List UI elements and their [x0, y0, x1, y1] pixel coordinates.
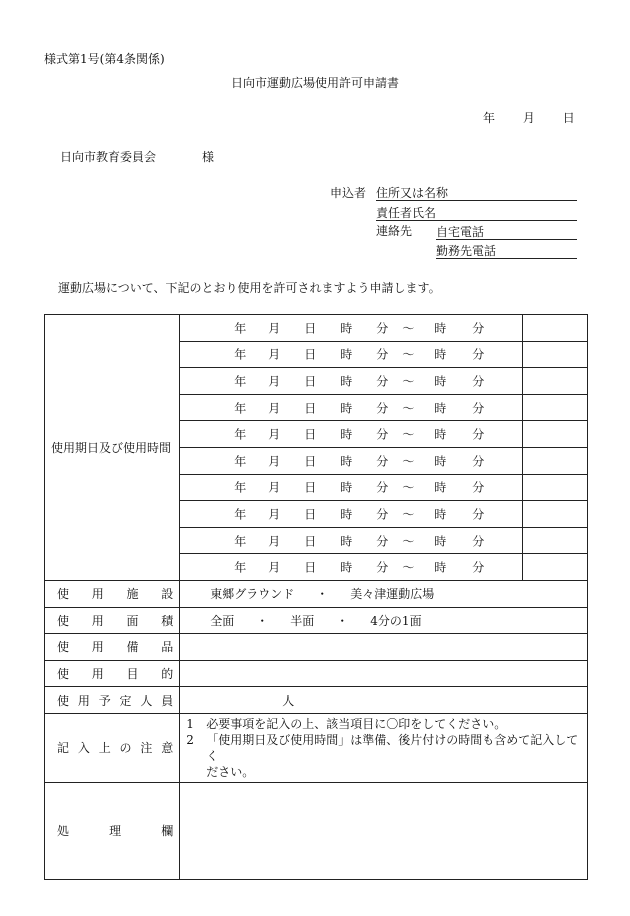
schedule-unit-label: 時 [434, 560, 447, 575]
label-char: 入 [77, 741, 90, 756]
label-char: 面 [126, 613, 139, 628]
schedule-time-field[interactable] [180, 527, 523, 554]
schedule-unit-label: 年 [234, 321, 247, 336]
schedule-unit-label: 分 [376, 480, 389, 495]
persons-unit: 人 [282, 693, 295, 708]
schedule-unit-label: 年 [234, 427, 247, 442]
schedule-unit-label: 分 [472, 427, 485, 442]
date-day-label: 日 [562, 111, 575, 125]
equipment-label-cell [45, 634, 180, 661]
processing-label-cell [45, 782, 180, 879]
purpose-row [45, 660, 588, 687]
label-char: 意 [161, 741, 174, 756]
notes-label [51, 739, 179, 756]
applicant-label: 申込者 [330, 186, 367, 200]
schedule-unit-label: 時 [434, 454, 447, 469]
label-char: 目 [126, 667, 139, 682]
schedule-unit-label: 年 [234, 401, 247, 416]
equipment-field[interactable] [180, 634, 588, 661]
facility-label-cell [45, 580, 180, 607]
note-number: 2 [186, 732, 194, 747]
persons-field[interactable] [180, 687, 588, 714]
schedule-time-field[interactable] [180, 474, 523, 501]
label-char: 使 [57, 667, 70, 682]
recipient-name: 日向市教育委員会 [60, 150, 157, 164]
label-char: 定 [119, 693, 132, 708]
document-title: 日向市運動広場使用許可申請書 [230, 76, 399, 90]
recipient [60, 148, 214, 165]
schedule-unit-label: 分 [376, 347, 389, 362]
schedule-unit-label: 分 [472, 321, 485, 336]
schedule-unit-label: 年 [234, 374, 247, 389]
honorific: 様 [202, 150, 215, 164]
schedule-unit-label: 分 [376, 560, 389, 575]
schedule-unit-label: 日 [304, 534, 317, 549]
schedule-note-field[interactable] [522, 421, 587, 448]
area-option-full[interactable]: 全面 [210, 613, 235, 628]
schedule-unit-label: 日 [304, 374, 317, 389]
schedule-time-field[interactable] [180, 394, 523, 421]
schedule-unit-label: 分 [376, 454, 389, 469]
schedule-unit-label: 分 [472, 507, 485, 522]
facility-option-togo[interactable]: 東郷グラウンド [210, 587, 295, 602]
schedule-unit-label: ～ [402, 401, 415, 416]
schedule-unit-label: 分 [376, 427, 389, 442]
processing-field [180, 782, 588, 879]
schedule-unit-label: 時 [434, 401, 447, 416]
notes-label-cell [45, 713, 180, 782]
label-char: 用 [91, 587, 104, 602]
schedule-unit-label: 月 [268, 560, 281, 575]
schedule-unit-label: 分 [472, 454, 485, 469]
label-char: 品 [161, 640, 174, 655]
address-field[interactable] [376, 183, 577, 201]
schedule-unit-label: 時 [340, 507, 353, 522]
label-char: 備 [126, 640, 139, 655]
schedule-unit-label: 時 [340, 374, 353, 389]
address-label: 住所又は名称 [376, 186, 449, 200]
schedule-unit-label: 分 [376, 374, 389, 389]
schedule-unit-label: 時 [340, 534, 353, 549]
schedule-unit-label: 時 [340, 454, 353, 469]
schedule-unit-label: 分 [472, 374, 485, 389]
facility-row [45, 580, 588, 607]
schedule-unit-label: 年 [234, 534, 247, 549]
schedule-unit-label: 月 [268, 374, 281, 389]
schedule-unit-label: 月 [268, 480, 281, 495]
work-phone-label: 勤務先電話 [436, 244, 497, 258]
application-table [44, 314, 588, 880]
notes-content [180, 713, 588, 782]
schedule-unit-label: ～ [402, 321, 415, 336]
schedule-unit-label: 年 [234, 560, 247, 575]
form-number: 様式第1号(第4条関係) [44, 52, 165, 66]
schedule-unit-label: ～ [402, 534, 415, 549]
schedule-time-field[interactable] [180, 315, 523, 342]
schedule-time-field[interactable] [180, 341, 523, 368]
schedule-unit-label: 時 [340, 560, 353, 575]
date-line [483, 109, 599, 126]
schedule-unit-label: 時 [434, 427, 447, 442]
label-char: 上 [98, 741, 111, 756]
area-separator: ・ [336, 613, 349, 628]
schedule-unit-label: 日 [304, 347, 317, 362]
schedule-unit-label: 分 [376, 507, 389, 522]
purpose-label-cell [45, 660, 180, 687]
schedule-unit-label: 時 [434, 480, 447, 495]
schedule-unit-label: 月 [268, 507, 281, 522]
schedule-unit-label: 月 [268, 534, 281, 549]
label-char: 使 [57, 587, 70, 602]
label-char: 予 [98, 693, 111, 708]
facility-options[interactable] [180, 580, 588, 607]
area-option-half[interactable]: 半面 [290, 613, 315, 628]
facility-option-mimitsu[interactable]: 美々津運動広場 [350, 587, 435, 602]
schedule-unit-label: 時 [434, 534, 447, 549]
schedule-unit-label: 日 [304, 321, 317, 336]
schedule-unit-label: 年 [234, 480, 247, 495]
processing-row [45, 782, 588, 879]
schedule-unit-label: 月 [268, 347, 281, 362]
label-char: 用 [77, 693, 90, 708]
schedule-unit-label: 分 [472, 560, 485, 575]
label-char: 処 [57, 824, 70, 839]
schedule-unit-label: 年 [234, 454, 247, 469]
note-item [186, 764, 581, 780]
schedule-note-field[interactable] [522, 341, 587, 368]
contact-label: 連絡先 [376, 224, 413, 238]
schedule-unit-label: 年 [234, 507, 247, 522]
label-char: 欄 [161, 824, 174, 839]
schedule-note-field[interactable] [522, 474, 587, 501]
area-option-quarter[interactable]: 4分の1面 [370, 613, 422, 628]
responsible-name-label: 責任者氏名 [376, 206, 437, 220]
schedule-unit-label: 日 [304, 560, 317, 575]
schedule-unit-label: 時 [340, 321, 353, 336]
purpose-field[interactable] [180, 660, 588, 687]
schedule-time-field[interactable] [180, 554, 523, 581]
area-row [45, 607, 588, 634]
schedule-time-field[interactable] [180, 421, 523, 448]
schedule-row [45, 315, 588, 342]
area-separator: ・ [256, 613, 269, 628]
schedule-note-field[interactable] [522, 394, 587, 421]
schedule-unit-label: 分 [472, 401, 485, 416]
area-label [51, 612, 179, 629]
intro-text: 運動広場について、下記のとおり使用を許可されますよう申請します。 [58, 281, 441, 295]
schedule-unit-label: 時 [340, 427, 353, 442]
schedule-unit-label: 時 [434, 374, 447, 389]
schedule-unit-label: 月 [268, 321, 281, 336]
label-char: の [119, 741, 132, 756]
schedule-unit-label: ～ [402, 374, 415, 389]
label-char: 的 [161, 667, 174, 682]
schedule-time-field[interactable] [180, 447, 523, 474]
schedule-unit-label: 分 [472, 347, 485, 362]
note-number: 1 [186, 716, 194, 731]
schedule-unit-label: 日 [304, 507, 317, 522]
schedule-note-field[interactable] [522, 501, 587, 528]
schedule-unit-label: 年 [234, 347, 247, 362]
label-char: 記 [57, 741, 70, 756]
note-item [186, 716, 581, 732]
note-item [186, 732, 581, 764]
schedule-unit-label: 時 [434, 321, 447, 336]
label-char: 積 [161, 613, 174, 628]
work-phone-field[interactable] [436, 241, 577, 259]
label-char: 員 [161, 693, 174, 708]
schedule-unit-label: ～ [402, 507, 415, 522]
schedule-note-field[interactable] [522, 527, 587, 554]
area-label-cell [45, 607, 180, 634]
schedule-unit-label: 時 [434, 507, 447, 522]
schedule-unit-label: 日 [304, 480, 317, 495]
schedule-unit-label: 分 [472, 534, 485, 549]
label-char: 使 [57, 693, 70, 708]
note-text: 必要事項を記入の上、該当項目に〇印をしてください。 [206, 716, 507, 731]
schedule-note-field[interactable] [522, 368, 587, 395]
persons-row [45, 687, 588, 714]
label-char: 施 [126, 587, 139, 602]
schedule-unit-label: 分 [376, 401, 389, 416]
schedule-unit-label: ～ [402, 560, 415, 575]
facility-label [51, 585, 179, 602]
schedule-time-field[interactable] [180, 501, 523, 528]
label-char: 用 [91, 667, 104, 682]
equipment-row [45, 634, 588, 661]
note-number [186, 764, 206, 780]
label-char: 注 [140, 741, 153, 756]
equipment-label [51, 638, 179, 655]
schedule-note-field[interactable] [522, 554, 587, 581]
schedule-unit-label: 時 [340, 480, 353, 495]
schedule-unit-label: 時 [340, 401, 353, 416]
persons-label [51, 692, 179, 709]
schedule-unit-label: 分 [376, 321, 389, 336]
schedule-unit-label: 時 [434, 347, 447, 362]
label-char: 用 [91, 613, 104, 628]
label-char: 理 [109, 824, 122, 839]
schedule-unit-label: 月 [268, 454, 281, 469]
persons-label-cell [45, 687, 180, 714]
label-char: 用 [91, 640, 104, 655]
schedule-unit-label: ～ [402, 427, 415, 442]
schedule-unit-label: 日 [304, 454, 317, 469]
note-text: 「使用期日及び使用時間」は準備、後片付けの時間も含めて記入してく [206, 732, 579, 763]
schedule-unit-label: 分 [376, 534, 389, 549]
schedule-label: 使用期日及び使用時間 [45, 315, 180, 581]
processing-label [51, 822, 179, 839]
schedule-unit-label: 月 [268, 401, 281, 416]
home-phone-field[interactable] [436, 222, 577, 240]
schedule-unit-label: ～ [402, 454, 415, 469]
area-options[interactable] [180, 607, 588, 634]
label-char: 設 [161, 587, 174, 602]
label-char: 使 [57, 640, 70, 655]
home-phone-label: 自宅電話 [436, 225, 485, 239]
note-text: ださい。 [206, 764, 255, 779]
schedule-note-field[interactable] [522, 315, 587, 342]
schedule-unit-label: ～ [402, 480, 415, 495]
schedule-unit-label: 日 [304, 401, 317, 416]
notes-row [45, 713, 588, 782]
schedule-unit-label: 月 [268, 427, 281, 442]
schedule-unit-label: 分 [472, 480, 485, 495]
schedule-time-field[interactable] [180, 368, 523, 395]
purpose-label [51, 665, 179, 682]
date-month-label: 月 [522, 111, 535, 125]
schedule-unit-label: ～ [402, 347, 415, 362]
facility-separator: ・ [316, 587, 329, 602]
label-char: 人 [140, 693, 153, 708]
responsible-name-field[interactable] [376, 203, 577, 221]
date-year-label: 年 [483, 111, 496, 125]
schedule-unit-label: 日 [304, 427, 317, 442]
label-char: 使 [57, 613, 70, 628]
schedule-note-field[interactable] [522, 447, 587, 474]
schedule-unit-label: 時 [340, 347, 353, 362]
